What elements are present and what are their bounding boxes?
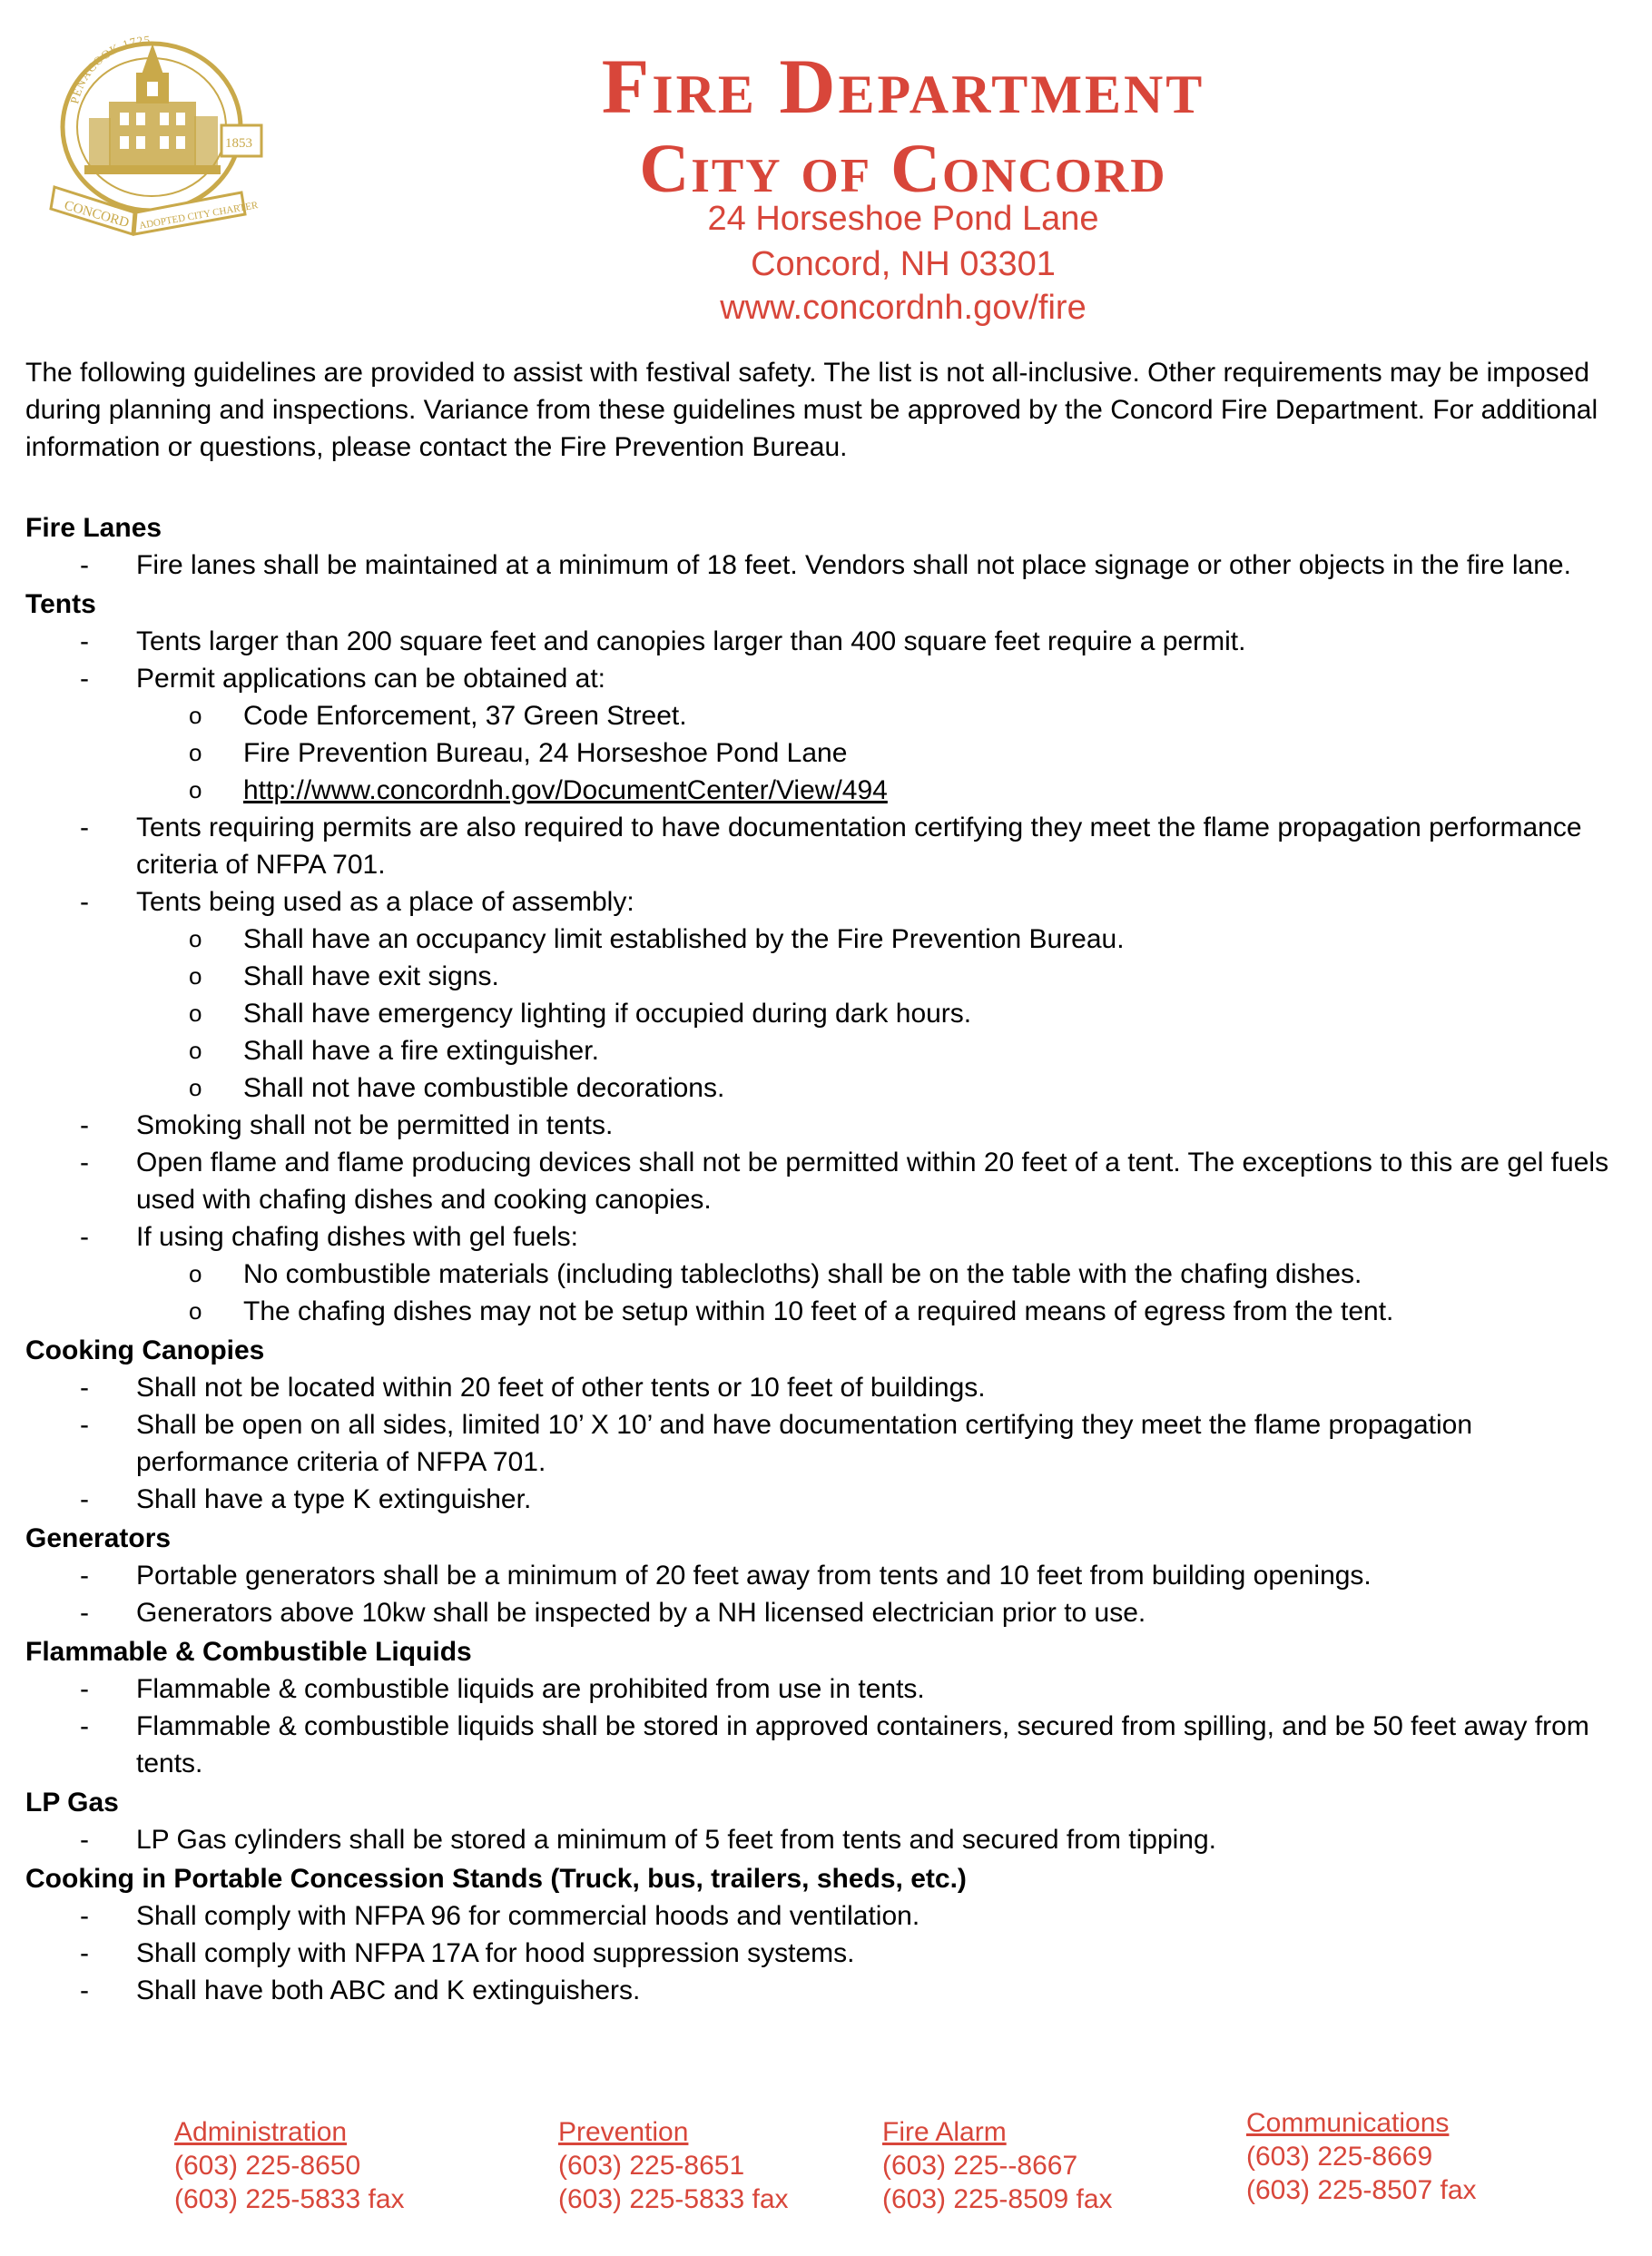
contact-fax: (603) 225-8509 fax	[882, 2184, 1113, 2214]
concession-stands-list	[25, 1897, 1632, 2009]
page-title: Fire Department	[601, 43, 1205, 130]
sub-list-item: o No combustible materials (including tablecloths) shall be on the table with the chafing dishes.	[243, 1256, 1632, 1293]
section-title-fire-lanes: Fire Lanes	[25, 513, 162, 543]
section-title-concession-stands: Cooking in Portable Concession Stands (Truck, bus, trailers, sheds, etc.)	[25, 1864, 967, 1894]
seal-text-charter: ADOPTED CITY CHARTER	[138, 200, 260, 232]
list-item: - Shall comply with NFPA 96 for commercial hoods and ventilation.	[136, 1897, 1632, 1935]
section-title-lp-gas: LP Gas	[25, 1788, 119, 1818]
sub-list-item: o Shall not have combustible decorations.	[243, 1069, 1632, 1107]
section-title-cooking-canopies: Cooking Canopies	[25, 1335, 265, 1365]
list-item	[136, 1218, 1632, 1330]
list-item: - LP Gas cylinders shall be stored a minimum of 5 feet from tents and secured from tipping.	[136, 1821, 1632, 1858]
sub-list-item: o Code Enforcement, 37 Green Street.	[243, 697, 1632, 734]
list-item: - Generators above 10kw shall be inspected by a NH licensed electrician prior to use.	[136, 1594, 1632, 1631]
sub-list-item: o Shall have an occupancy limit established by the Fire Prevention Bureau.	[243, 921, 1632, 958]
list-item: - Shall not be located within 20 feet of other tents or 10 feet of buildings.	[136, 1369, 1632, 1406]
list-item: - Open flame and flame producing devices shall not be permitted within 20 feet of a tent. The exceptions to this are gel fuels used with chafing dishes and cooking canopies.	[136, 1144, 1632, 1218]
website-link[interactable]: www.concordnh.gov/fire	[720, 289, 1087, 327]
lp-gas-list	[25, 1821, 1632, 1858]
contact-administration	[174, 2115, 405, 2216]
sub-list-item: o Fire Prevention Bureau, 24 Horseshoe Pond Lane	[243, 734, 1632, 772]
flammable-liquids-list	[25, 1670, 1632, 1782]
contact-heading[interactable]: Administration	[174, 2117, 348, 2147]
permit-url-link[interactable]: http://www.concordnh.gov/DocumentCenter/View/494	[243, 775, 888, 805]
assembly-requirements-list	[136, 921, 1632, 1107]
list-item-text: Tents being used as a place of assembly:	[136, 887, 634, 917]
contact-phone: (603) 225-8650	[174, 2151, 361, 2181]
list-item: - Portable generators shall be a minimum of 20 feet away from tents and 10 feet from building openings.	[136, 1557, 1632, 1594]
contact-fax: (603) 225-8507 fax	[1246, 2175, 1477, 2205]
list-item: - Shall comply with NFPA 17A for hood suppression systems.	[136, 1935, 1632, 1972]
list-item: - Smoking shall not be permitted in tents.	[136, 1107, 1632, 1144]
intro-paragraph: The following guidelines are provided to assist with festival safety. The list is not all-inclusive. Other requirements may be imposed during planning and inspections. Variance from these guidelines must be approved by the Concord Fire Department. For additional information or questions, please contact the Fire Prevention Bureau.	[25, 358, 1598, 462]
section-title-flammable-liquids: Flammable & Combustible Liquids	[25, 1637, 472, 1667]
list-item: - Flammable & combustible liquids are prohibited from use in tents.	[136, 1670, 1632, 1708]
sub-list-item: o The chafing dishes may not be setup within 10 feet of a required means of egress from the tent.	[243, 1293, 1632, 1330]
list-item: - Tents larger than 200 square feet and canopies larger than 400 square feet require a permit.	[136, 623, 1632, 660]
generators-list	[25, 1557, 1632, 1631]
list-item: - Shall have a type K extinguisher.	[136, 1481, 1632, 1518]
contact-fax: (603) 225-5833 fax	[174, 2184, 405, 2214]
list-item: - Shall have both ABC and K extinguishers.	[136, 1972, 1632, 2009]
address-line-1: 24 Horseshoe Pond Lane	[707, 200, 1099, 238]
list-item-text: Permit applications can be obtained at:	[136, 664, 605, 694]
sub-list-item	[243, 772, 1632, 809]
seal-text-concord: CONCORD	[62, 198, 131, 232]
document-body	[25, 354, 1632, 2011]
list-item	[136, 883, 1632, 1107]
sub-list-item: o Shall have exit signs.	[243, 958, 1632, 995]
list-item: - Flammable & combustible liquids shall be stored in approved containers, secured from spilling, and be 50 feet away from tents.	[136, 1708, 1632, 1782]
contact-footer	[0, 2108, 1652, 2224]
contact-heading[interactable]: Prevention	[558, 2117, 689, 2147]
section-title-generators: Generators	[25, 1523, 172, 1553]
tents-list	[25, 623, 1632, 1330]
contact-heading[interactable]: Fire Alarm	[882, 2117, 1007, 2147]
contact-phone: (603) 225--8667	[882, 2151, 1078, 2181]
list-item: - Tents requiring permits are also required to have documentation certifying they meet the flame propagation performance criteria of NFPA 701.	[136, 809, 1632, 883]
contact-phone: (603) 225-8651	[558, 2151, 745, 2181]
seal-text-year: 1853	[225, 136, 252, 151]
contact-heading[interactable]: Communications	[1246, 2108, 1450, 2138]
list-item	[136, 660, 1632, 809]
permit-locations-list	[136, 697, 1632, 809]
contact-communications	[1246, 2106, 1477, 2207]
fire-lanes-list	[25, 547, 1632, 584]
cooking-canopies-list	[25, 1369, 1632, 1518]
contact-phone: (603) 225-8669	[1246, 2142, 1433, 2172]
contact-fire-alarm	[882, 2115, 1113, 2216]
city-seal-logo	[34, 18, 269, 245]
list-item: - Shall be open on all sides, limited 10’ X 10’ and have documentation certifying they meet the flame propagation performance criteria of NFPA 701.	[136, 1406, 1632, 1481]
contact-prevention	[558, 2115, 789, 2216]
sub-list-item: o Shall have emergency lighting if occupied during dark hours.	[243, 995, 1632, 1032]
sub-list-item: o Shall have a fire extinguisher.	[243, 1032, 1632, 1069]
page-subtitle: City of Concord	[639, 131, 1167, 207]
seal-text-top: PENACOOK 1725	[67, 33, 152, 105]
gel-fuel-rules-list	[136, 1256, 1632, 1330]
list-item: - Fire lanes shall be maintained at a minimum of 18 feet. Vendors shall not place signage or other objects in the fire lane.	[136, 547, 1632, 584]
address-line-2: Concord, NH 03301	[751, 245, 1056, 283]
list-item-text: If using chafing dishes with gel fuels:	[136, 1222, 578, 1252]
contact-fax: (603) 225-5833 fax	[558, 2184, 789, 2214]
section-title-tents: Tents	[25, 589, 96, 619]
